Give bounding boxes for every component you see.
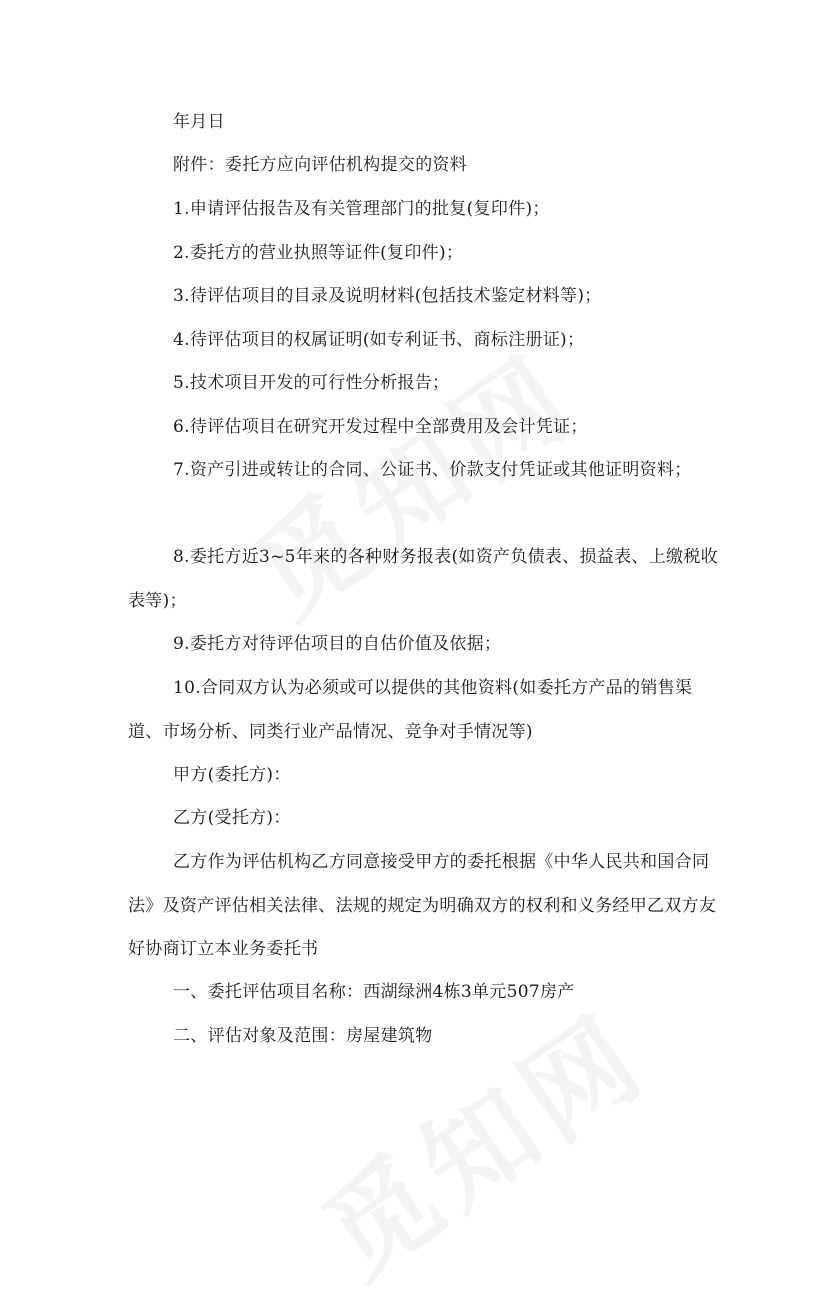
- list-item: 7.资产引进或转让的合同、公证书、价款支付凭证或其他证明资料；: [173, 460, 692, 480]
- list-item: 8.委托方近3~5年来的各种财务报表(如资产负债表、损益表、上缴税收表等)；: [128, 547, 718, 611]
- list-item: 9.委托方对待评估项目的自估价值及依据；: [173, 634, 502, 654]
- list-item: 5.技术项目开发的可行性分析报告；: [173, 373, 450, 393]
- party-a-line: 甲方(委托方)：: [173, 765, 291, 785]
- section-two: 二、评估对象及范围：房屋建筑物: [173, 1026, 433, 1046]
- attachment-heading: 附件：委托方应向评估机构提交的资料: [173, 155, 468, 175]
- date-line: 年月日: [173, 112, 225, 132]
- list-item: 10.合同双方认为必须或可以提供的其他资料(如委托方产品的销售渠道、市场分析、同类行业产品情况、竞争对手情况等): [128, 678, 693, 742]
- list-item: 1.申请评估报告及有关管理部门的批复(复印件)；: [173, 199, 550, 219]
- list-item: 4.待评估项目的权属证明(如专利证书、商标注册证)；: [173, 330, 585, 350]
- section-one: 一、委托评估项目名称：西湖绿洲4栋3单元507房产: [173, 982, 575, 1002]
- list-item: 6.待评估项目在研究开发过程中全部费用及会计凭证；: [173, 417, 588, 437]
- agreement-paragraph: 乙方作为评估机构乙方同意接受甲方的委托根据《中华人民共和国合同法》及资产评估相关法律、法规的规定为明确双方的权利和义务经甲乙双方友好协商订立本业务委托书: [128, 852, 717, 959]
- list-item: 3.待评估项目的目录及说明材料(包括技术鉴定材料等)；: [173, 286, 602, 306]
- list-item: 2.委托方的营业执照等证件(复印件)；: [173, 243, 464, 263]
- party-b-line: 乙方(受托方)：: [173, 808, 291, 828]
